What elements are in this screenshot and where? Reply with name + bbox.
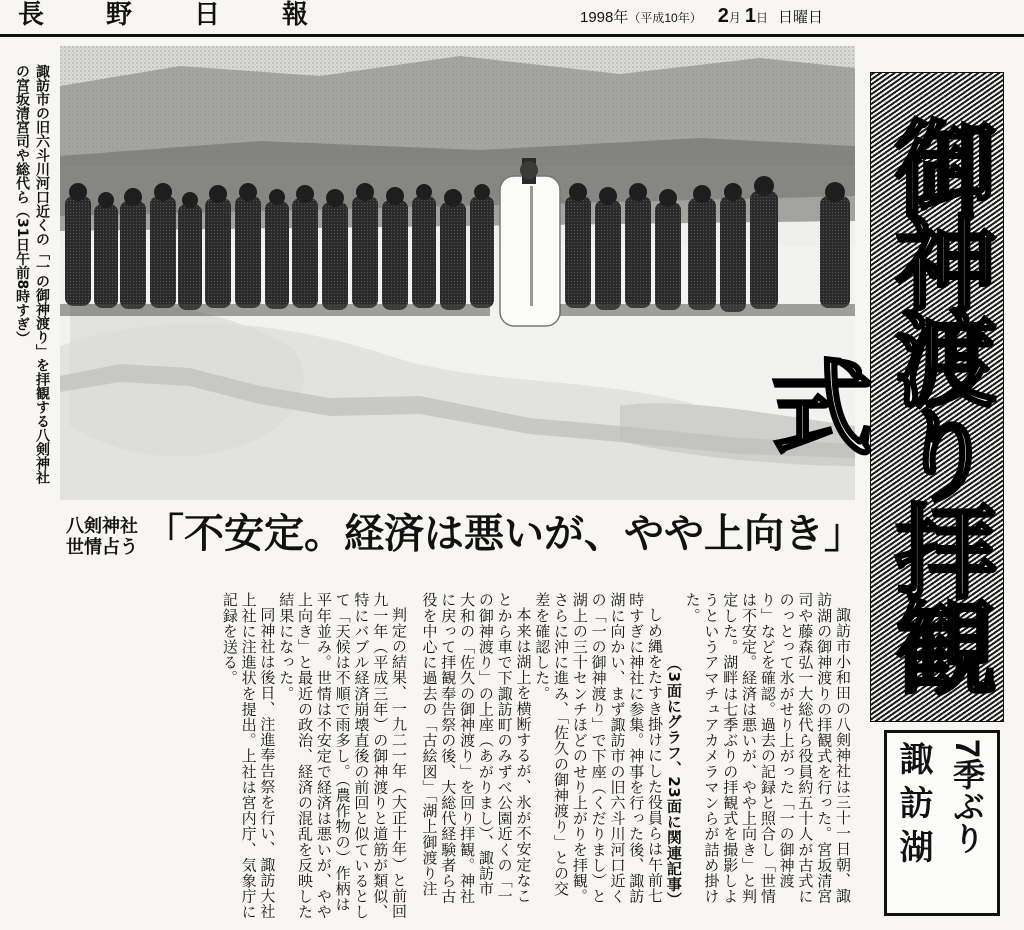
issue-month-unit: 月 — [728, 11, 741, 25]
photo-caption: 諏訪市の旧六斗川河口近くの「一の御神渡り」を拝観する八剣神社の宮坂清宮司や総代ら（31日午前8時すぎ） — [14, 64, 50, 484]
issue-weekday: 日曜日 — [778, 9, 824, 26]
article-column-upper — [420, 592, 852, 908]
kicker-line-1: 八剣神社 — [66, 516, 138, 537]
article-column-lower — [56, 592, 408, 922]
issue-day: 1 — [744, 5, 756, 27]
issue-day-unit: 日 — [756, 11, 769, 25]
issue-year: 1998年 — [580, 9, 629, 26]
issue-month: 2 — [717, 5, 729, 27]
photo-illustration — [60, 46, 855, 500]
related-articles-note: （3面にグラフ、23面に関連記事） — [664, 656, 683, 908]
issue-date — [580, 4, 823, 30]
subhead-count-number: 7 — [948, 739, 986, 758]
issue-era: （平成10年） — [628, 11, 702, 25]
kicker-line-2: 世情占う — [66, 537, 138, 558]
article-paragraph-5: 同神社は後日、注進奉告祭を行い、諏訪大社上社に注進状を提出。上社は宮内庁、気象庁に記録を送る。 — [220, 592, 277, 920]
subhead-box — [884, 730, 1000, 916]
subhead-count-text: 季ぶり — [948, 757, 986, 854]
article-paragraph-2: しめ縄をたすき掛けにした役員らは午前七時すぎに神社に参集。神事を行った後、諏訪湖に向かい、まず諏訪市の旧六斗川河口近くの「一の御神渡り」で下座（くだりまし）と湖上の三十センチほどのせり上がりを拝観。さらに沖に進み、「佐久の御神渡り」との交差を確認した。 — [533, 592, 665, 904]
article-paragraph-3: 本来は湖上を横断するが、氷が不安定なことから車で下諏訪町のみずべ公園近くの「一の御神渡り」の上座（あがりまし）、諏訪市大和の「佐久の御神渡り」を回り拝観。神社に戻って拝観奉告祭の後、大総代経験者ら古役を中心に過去の「古絵図」「湖上御渡り注 — [420, 592, 533, 904]
subheadline-kicker — [66, 516, 136, 558]
newspaper-name: 長野日報 — [18, 0, 371, 30]
article-paragraph-1: 諏訪市小和田の八剣神社は三十一日朝、諏訪湖の御神渡りの拝観式を行った。宮坂清宮司や藤森弘一大総代ら役員約五十人が古式にのっとって氷がせり上がった「一の御神渡り」などを確認。過去の記録と照合し「世情は不安定。経済は悪いが、やや上向き」と判定した。湖畔は七季ぶりの拝観式を撮影しようというアマチュアカメラマンらが詰め掛けた。 — [683, 592, 852, 904]
news-photo — [60, 46, 855, 500]
subheadline: 「不安定。経済は悪いが、やや上向き」 — [144, 511, 864, 557]
headline: 御神渡り拝観式 — [754, 115, 997, 691]
subhead-count — [941, 739, 993, 909]
headline-box — [754, 72, 1004, 722]
masthead — [0, 0, 1024, 37]
article-paragraph-4: 判定の結果、一九二一年（大正十年）と前回九一年（平成三年）の御神渡りと道筋が類似、特にバブル経済崩壊直後の前回と似ているとして「天候は不順で雨多し。（農作物の）作柄は平年並み。世情は不安定で経済は悪いが、やや上向き」と最近の政治、経済の混乱を反映した結果になった。 — [277, 592, 408, 920]
subhead-place: 諏訪湖 — [893, 741, 933, 873]
